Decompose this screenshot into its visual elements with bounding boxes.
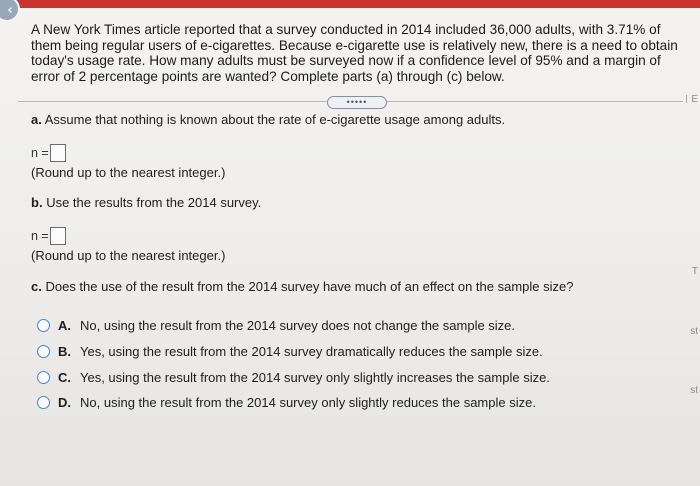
part-a-letter: a. <box>31 112 42 127</box>
question-text: A New York Times article reported that a survey conducted in 2014 included 36,000 adults, with 3.71% of them being regular users of e-cigarettes. Because e-cigarette use is relatively new, there is a need to obtain today's usage rate. How many adults must be surveyed now if a confidence level of 95% and a margin of error of 2 percentage points are wanted? Complete parts (a) through (c) below. <box>31 22 678 84</box>
part-a-answer-input[interactable] <box>50 144 66 162</box>
option-a-text: No, using the result from the 2014 survey does not change the sample size. <box>80 318 516 333</box>
part-a-hint: (Round up to the nearest integer.) <box>31 165 226 180</box>
edge-mark-2: T <box>691 266 698 277</box>
option-a-letter: A. <box>58 318 71 333</box>
option-c-letter: C. <box>58 370 71 385</box>
edge-mark-4: st <box>690 385 698 396</box>
part-a-text: Assume that nothing is known about the rate of e-cigarette usage among adults. <box>44 112 506 127</box>
top-bar <box>0 0 700 8</box>
option-a-radio[interactable] <box>37 319 50 332</box>
part-b-letter: b. <box>31 195 43 210</box>
back-button[interactable] <box>0 0 20 22</box>
option-b[interactable] <box>37 344 543 359</box>
option-b-letter: B. <box>58 344 71 359</box>
option-c-text: Yes, using the result from the 2014 survey only slightly increases the sample size. <box>80 370 550 385</box>
part-a-prompt <box>31 112 505 127</box>
part-c-letter: c. <box>31 279 42 294</box>
option-d-text: No, using the result from the 2014 survey only slightly reduces the sample size. <box>80 395 536 410</box>
option-d-letter: D. <box>58 395 71 410</box>
option-c[interactable] <box>37 370 550 385</box>
part-c-prompt <box>31 279 573 294</box>
part-a-answer-row <box>31 144 66 162</box>
option-a[interactable] <box>37 318 515 333</box>
part-b-n-label: n = <box>31 229 49 243</box>
edge-mark-3: st <box>690 326 698 337</box>
part-b-text: Use the results from the 2014 survey. <box>46 195 262 210</box>
part-b-prompt <box>31 195 261 210</box>
divider-end-mark <box>686 95 687 103</box>
back-arrow-icon: ‹ <box>7 2 13 18</box>
part-a-n-label: n = <box>31 146 49 160</box>
expand-button[interactable]: ••••• <box>327 96 387 109</box>
edge-mark-1: E <box>691 94 698 105</box>
option-d[interactable] <box>37 395 536 410</box>
option-c-radio[interactable] <box>37 371 50 384</box>
part-b-answer-row <box>31 227 66 245</box>
part-b-hint: (Round up to the nearest integer.) <box>31 248 226 263</box>
option-d-radio[interactable] <box>37 396 50 409</box>
option-b-radio[interactable] <box>37 345 50 358</box>
option-b-text: Yes, using the result from the 2014 survey dramatically reduces the sample size. <box>80 344 543 359</box>
part-b-answer-input[interactable] <box>50 227 66 245</box>
part-c-text: Does the use of the result from the 2014 survey have much of an effect on the sample size? <box>45 279 574 294</box>
